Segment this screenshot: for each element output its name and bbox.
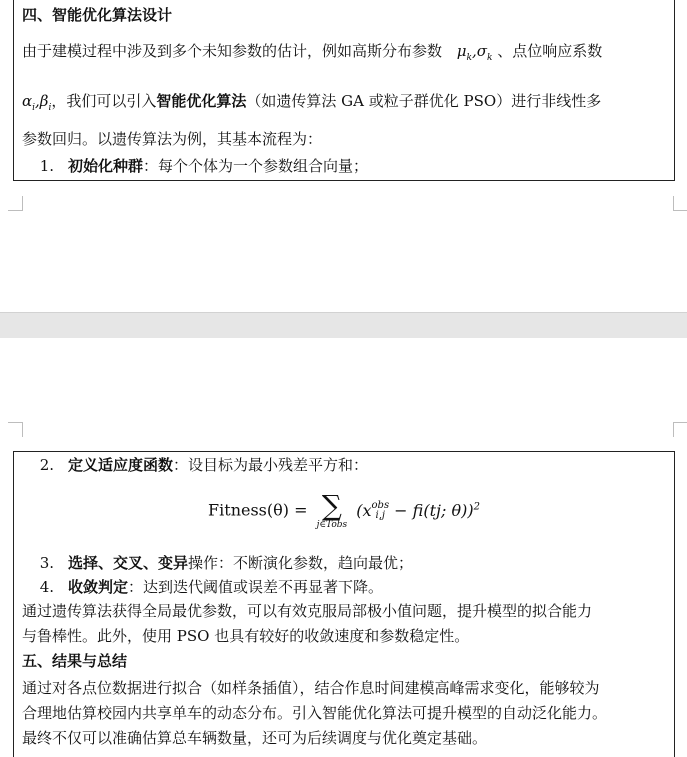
text: 由于建模过程中涉及到多个未知参数的估计，例如高斯分布参数 <box>22 42 443 60</box>
text-bold: 智能优化算法 <box>156 92 247 110</box>
page-corner-mark <box>673 422 687 437</box>
document-page-1 <box>0 0 687 312</box>
formula-body: (x obs i,j − fi(tj; θ))$^2$ <box>356 500 480 521</box>
page-corner-mark <box>8 196 23 211</box>
list-item-text: ：达到迭代阈值或误差不再显著下降。 <box>128 578 384 596</box>
list-number: 4. <box>39 578 54 596</box>
paragraph-line: 参数回归。以遗传算法为例，其基本流程为： <box>22 130 323 148</box>
paragraph-line: 通过对各点位数据进行拟合（如样条插值），结合作息时间建模高峰需求变化，能够较为 <box>22 679 600 697</box>
text-frame-bottom <box>13 451 675 757</box>
paragraph-line <box>22 90 668 119</box>
math-mu-sigma: $\mu_k,\sigma_k$ <box>456 42 493 63</box>
text-frame-top <box>13 0 675 181</box>
section-4-title: 四、智能优化算法设计 <box>22 6 173 24</box>
page-separator <box>0 312 687 339</box>
page-corner-mark <box>8 422 23 437</box>
math-alpha-beta: $\alpha_i,\beta_i$ <box>22 92 52 113</box>
sum-operator: ∑ j∈Tobs <box>316 489 348 530</box>
list-item-bold: 选择、交叉、变异 <box>68 554 189 572</box>
fitness-formula <box>14 489 674 544</box>
text: ，我们可以引入 <box>51 92 157 110</box>
list-item-3 <box>34 552 668 574</box>
paragraph-line: 与鲁棒性。此外，使用 PSO 也具有较好的收敛速度和参数稳定性。 <box>22 627 470 645</box>
paragraph-line: 最终不仅可以准确估算总车辆数量，还可为后续调度与优化奠定基础。 <box>22 729 488 747</box>
formula-lhs: Fitness(θ) = <box>208 500 308 520</box>
paragraph-line: 通过遗传算法获得全局最优参数，可以有效克服局部极小值问题，提升模型的拟合能力 <box>22 602 593 620</box>
list-number: 1. <box>39 157 54 175</box>
list-item-4 <box>34 576 668 598</box>
list-item-text: ：每个个体为一个参数组合向量； <box>143 157 369 175</box>
list-number: 2. <box>39 456 54 474</box>
list-item-text: ：设目标为最小残差平方和： <box>173 456 369 474</box>
list-item-2 <box>34 454 668 476</box>
section-5-title: 五、结果与总结 <box>22 652 128 670</box>
sum-subscript: j∈Tobs <box>316 520 348 530</box>
text: 、点位响应系数 <box>497 42 603 60</box>
list-item-bold: 定义适应度函数 <box>68 456 174 474</box>
paragraph-line <box>22 40 668 69</box>
list-item-bold: 收敛判定 <box>68 578 129 596</box>
list-number: 3. <box>39 554 54 572</box>
page-corner-mark <box>673 196 687 211</box>
paragraph-line: 合理地估算校园内共享单车的动态分布。引入智能优化算法可提升模型的自动泛化能力。 <box>22 704 608 722</box>
text: （如遗传算法 GA 或粒子群优化 PSO）进行非线性多 <box>246 92 602 110</box>
list-item-text: 操作：不断演化参数，趋向最优； <box>188 554 414 572</box>
list-item-bold: 初始化种群 <box>68 157 144 175</box>
list-item-1 <box>34 155 668 177</box>
